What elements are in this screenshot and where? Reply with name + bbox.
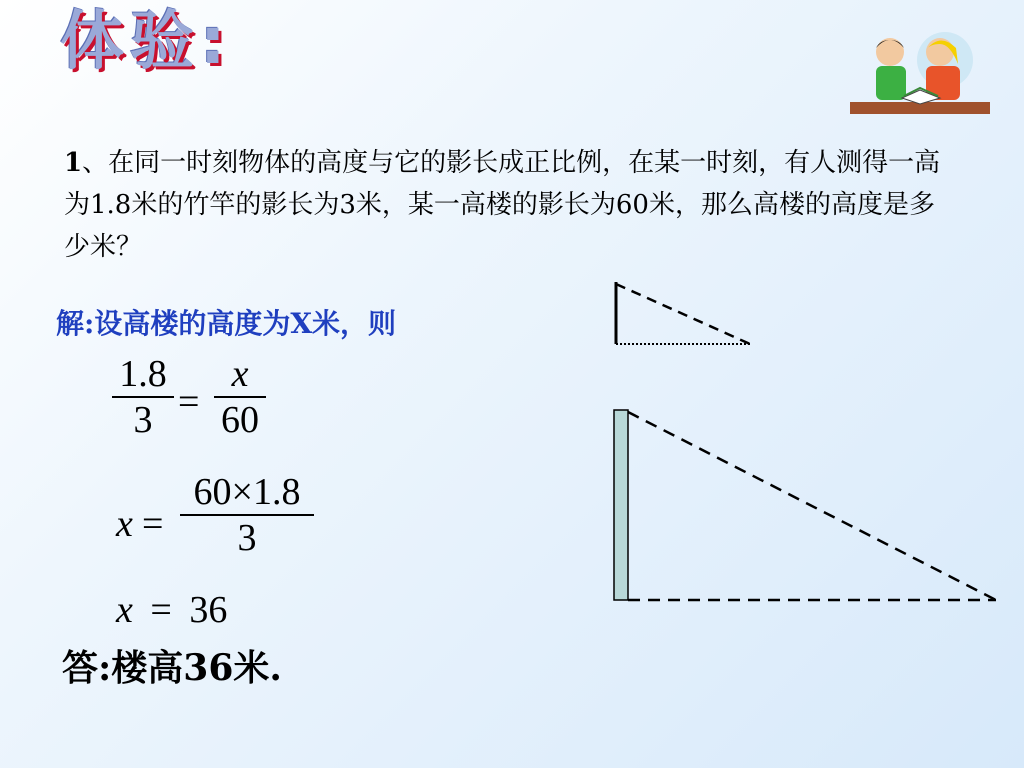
eq1-denominator-right: 60 [221, 399, 259, 441]
equation-2 [112, 470, 332, 580]
eq1-numerator-left: 1.8 [119, 353, 167, 395]
slide-title: 体验: [60, 5, 232, 79]
building-sunray-line [628, 412, 996, 600]
eq1-numerator-right: x [231, 353, 249, 395]
eq2-denominator: 3 [237, 517, 257, 559]
building-rect [614, 410, 628, 600]
problem-statement [64, 142, 954, 268]
answer-text: 答:楼高36米. [62, 647, 282, 689]
eq1-equals: = [178, 381, 200, 423]
problem-number: 1 [64, 148, 83, 178]
eq2-numerator: 60×1.8 [193, 471, 301, 513]
children-reading-icon [850, 30, 990, 120]
eq3-rhs: 36 [189, 589, 228, 631]
eq2-equals: = [142, 503, 164, 545]
eq3-lhs: x [116, 589, 133, 631]
pole-sunray-line [616, 284, 750, 344]
equation-1 [112, 352, 282, 462]
shadow-diagram [600, 270, 1020, 630]
solution-intro: 解:设高楼的高度为X米，则 [56, 307, 397, 340]
eq3-equals: = [150, 589, 172, 631]
eq1-denominator-left: 3 [133, 399, 153, 441]
equation-3 [116, 588, 256, 634]
problem-text: 、在同一时刻物体的高度与它的影长成正比例，在某一时刻，有人测得一高为1.8米的竹竿的影长为3米，某一高楼的影长为60米，那么高楼的高度是多少米？ [64, 148, 941, 262]
eq2-lhs: x [116, 503, 133, 545]
